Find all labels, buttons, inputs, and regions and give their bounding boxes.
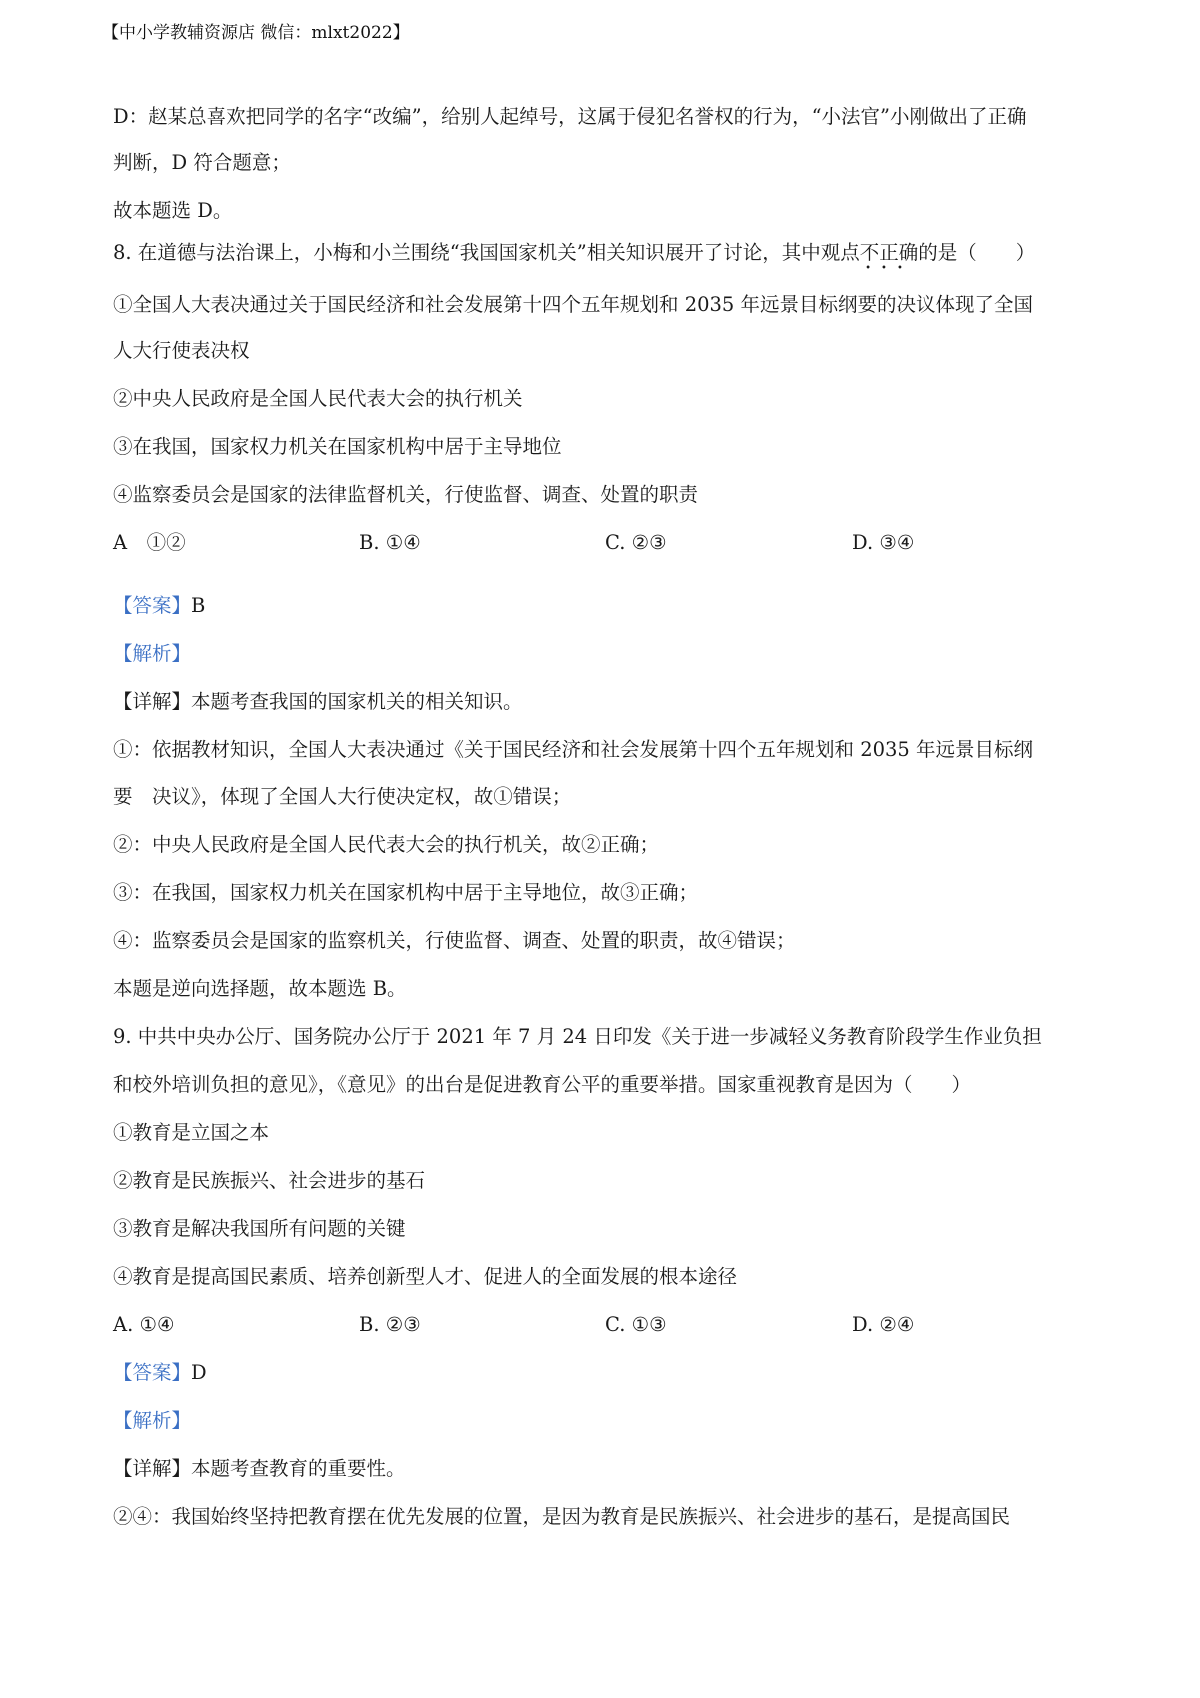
q8-conclusion: 本题是逆向选择题，故本题选 B。 bbox=[113, 977, 407, 1000]
q8-statement-3: ③在我国，国家权力机关在国家机构中居于主导地位 bbox=[113, 435, 562, 458]
emphasis-dots: ••• bbox=[865, 263, 913, 274]
q8-explain-4: ④：监察委员会是国家的监察机关，行使监督、调查、处置的职责，故④错误； bbox=[113, 929, 796, 952]
q8-stem bbox=[113, 239, 1036, 274]
q9-detail bbox=[113, 1455, 406, 1483]
q8-option-b[interactable]: B. ①④ bbox=[359, 531, 421, 554]
detail-label: 【详解】 bbox=[113, 690, 192, 713]
q8-stem-text: 8. 在道德与法治课上，小梅和小兰围绕“我国国家机关”相关知识展开了讨论，其中观点 bbox=[113, 241, 860, 264]
q9-option-c[interactable]: C. ①③ bbox=[605, 1313, 667, 1336]
detail-label: 【详解】 bbox=[113, 1457, 192, 1480]
q9-option-b[interactable]: B. ②③ bbox=[359, 1313, 421, 1336]
q7-explanation-line: 判断，D 符合题意； bbox=[113, 151, 291, 174]
q8-explain-3: ③：在我国，国家权力机关在国家机构中居于主导地位，故③正确； bbox=[113, 881, 699, 904]
q8-option-d[interactable]: D. ③④ bbox=[852, 531, 915, 554]
q9-option-d[interactable]: D. ②④ bbox=[852, 1313, 915, 1336]
q9-statement-1: ①教育是立国之本 bbox=[113, 1121, 270, 1144]
q8-statement-2: ②中央人民政府是全国人民代表大会的执行机关 bbox=[113, 387, 523, 410]
watermark-header: 【中小学教辅资源店 微信：mlxt2022】 bbox=[102, 23, 410, 43]
q9-statement-2: ②教育是民族振兴、社会进步的基石 bbox=[113, 1169, 426, 1192]
q8-detail bbox=[113, 688, 523, 716]
q9-analysis-label: 【解析】 bbox=[113, 1409, 192, 1432]
q9-option-a[interactable]: A. ①④ bbox=[113, 1313, 175, 1336]
q8-option-c[interactable]: C. ②③ bbox=[605, 531, 667, 554]
q8-explain-1: ①：依据教材知识，全国人大表决通过《关于国民经济和社会发展第十四个五年规划和 2035 年远景目标纲 bbox=[113, 738, 1034, 761]
q8-option-a[interactable]: A ①② bbox=[113, 531, 186, 554]
q8-emphasis-word: 不正确 bbox=[859, 241, 919, 264]
q8-options bbox=[113, 529, 1113, 557]
q9-statement-4: ④教育是提高国民素质、培养创新型人才、促进人的全面发展的根本途径 bbox=[113, 1265, 738, 1288]
q7-conclusion: 故本题选 D。 bbox=[113, 199, 233, 222]
answer-label: 【答案】 bbox=[113, 1361, 192, 1384]
q7-explanation-line: D：赵某总喜欢把同学的名字“改编”，给别人起绰号，这属于侵犯名誉权的行为，“小法官”小刚做出了正确 bbox=[113, 105, 1027, 128]
q8-statement-1-cont: 人大行使表决权 bbox=[113, 339, 250, 362]
q9-answer bbox=[113, 1359, 207, 1387]
q8-statement-4: ④监察委员会是国家的法律监督机关，行使监督、调查、处置的职责 bbox=[113, 483, 699, 506]
answer-label: 【答案】 bbox=[113, 594, 192, 617]
answer-value: D bbox=[191, 1361, 207, 1384]
answer-value: B bbox=[191, 594, 206, 617]
q9-statement-3: ③教育是解决我国所有问题的关键 bbox=[113, 1217, 406, 1240]
q8-answer bbox=[113, 592, 205, 620]
q9-stem: 9. 中共中央办公厅、国务院办公厅于 2021 年 7 月 24 日印发《关于进一步减轻义务教育阶段学生作业负担 bbox=[113, 1025, 1042, 1048]
q8-explain-1-cont: 要 决议》，体现了全国人大行使决定权，故①错误； bbox=[113, 785, 572, 808]
q8-statement-1: ①全国人大表决通过关于国民经济和社会发展第十四个五年规划和 2035 年远景目标纲要的决议体现了全国 bbox=[113, 293, 1034, 316]
q9-options bbox=[113, 1311, 1113, 1339]
q8-emphasis-text bbox=[859, 239, 919, 274]
detail-intro: 本题考查我国的国家机关的相关知识。 bbox=[191, 690, 523, 713]
q9-stem-cont: 和校外培训负担的意见》，《意见》的出台是促进教育公平的重要举措。国家重视教育是因为（ ） bbox=[113, 1073, 972, 1096]
q8-analysis-label: 【解析】 bbox=[113, 642, 192, 665]
q9-explain-1: ②④：我国始终坚持把教育摆在优先发展的位置，是因为教育是民族振兴、社会进步的基石，是提高国民 bbox=[113, 1505, 1011, 1528]
q8-explain-2: ②：中央人民政府是全国人民代表大会的执行机关，故②正确； bbox=[113, 833, 660, 856]
detail-intro: 本题考查教育的重要性。 bbox=[191, 1457, 406, 1480]
q8-stem-end: 的是（ ） bbox=[918, 241, 1036, 264]
